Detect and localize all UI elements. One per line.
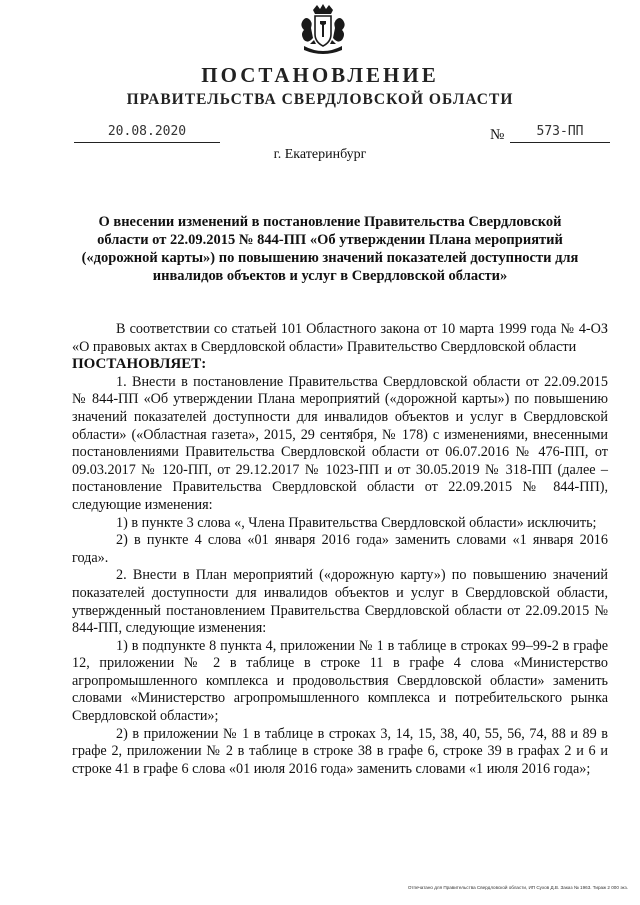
city-label: г. Екатеринбург <box>273 147 367 162</box>
coat-of-arms-icon <box>296 4 350 58</box>
number-sign: № <box>490 127 505 143</box>
document-body <box>72 321 608 778</box>
paragraph-2-item-2: 2) в приложении № 1 в таблице в строках 3, 14, 15, 38, 40, 55, 56, 74, 88 и 89 в графе 2, приложении № 2 в таблице в строке 38 в графе 6, строке 39 в графах 2 и 6 и строке 41 в графе 6 слова «01 июля 2016 года» заменить словами «1 июля 2016 года»; <box>72 725 608 777</box>
paragraph-2-item-1: 1) в подпункте 8 пункта 4, приложении № 1 в таблице в строках 99–99-2 в графе 12, приложении № 2 в таблице в строке 11 в графе 4 слова «Министерство агропромышленного комплекса и продовольствия Свердловской области» заменить словами «Министерство агропромышленного комплекса и потребительского рынка Свердловской области»; <box>72 637 608 725</box>
paragraph-1-item-2: 2) в пункте 4 слова «01 января 2016 года» заменить словами «1 января 2016 года». <box>72 532 608 566</box>
paragraph-2: 2. Внести в План мероприятий («дорожную карту») по повышению значений показателей доступности для инвалидов объектов и услуг в Свердловской области, утвержденный постановлением Правительства Свердловской области от 22.09.2015 № 844-ПП, следующие изменения: <box>72 567 608 637</box>
document-title: ПОСТАНОВЛЕНИЕ <box>201 63 439 87</box>
resolves-label: ПОСТАНОВЛЯЕТ: <box>72 356 207 373</box>
print-footer: Отпечатано для Правительства Свердловской области, ИП Сухов Д.В. Заказ № 1963. Тираж 2 000 экз. <box>407 885 628 890</box>
document-heading: О внесении изменений в постановление Правительства Свердловской области от 22.09.2015 № 844-ПП «Об утверждении Плана мероприятий («дорожной карты») по повышению значений показателей доступности для инвалидов объектов и услуг в Свердловской области» <box>81 214 579 284</box>
document-number: 573-ПП <box>510 124 610 143</box>
intro-paragraph: В соответствии со статьей 101 Областного закона от 10 марта 1999 года № 4-ОЗ «О правовых актах в Свердловской области» Правительство Свердловской области <box>72 321 608 355</box>
document-subtitle: ПРАВИТЕЛЬСТВА СВЕРДЛОВСКОЙ ОБЛАСТИ <box>126 91 514 108</box>
paragraph-1-item-1: 1) в пункте 3 слова «, Члена Правительства Свердловской области» исключить; <box>116 514 597 531</box>
document-date: 20.08.2020 <box>74 124 220 143</box>
paragraph-1: 1. Внести в постановление Правительства Свердловской области от 22.09.2015 № 844-ПП «Об утверждении Плана мероприятий («дорожной карты») по повышению значений показателей доступности для инвалидов объектов и услуг в Свердловской области» («Областная газета», 2015, 29 сентября, № 178) с изменениями, внесенными постановлениями Правительства Свердловской области от 06.07.2016 № 476-ПП, от 09.03.2017 № 120-ПП, от 29.12.2017 № 1023-ПП и от 30.05.2019 № 318-ПП (далее – постановление Правительства Свердловской области от 22.09.2015 № 844-ПП), следующие изменения: <box>72 373 608 513</box>
